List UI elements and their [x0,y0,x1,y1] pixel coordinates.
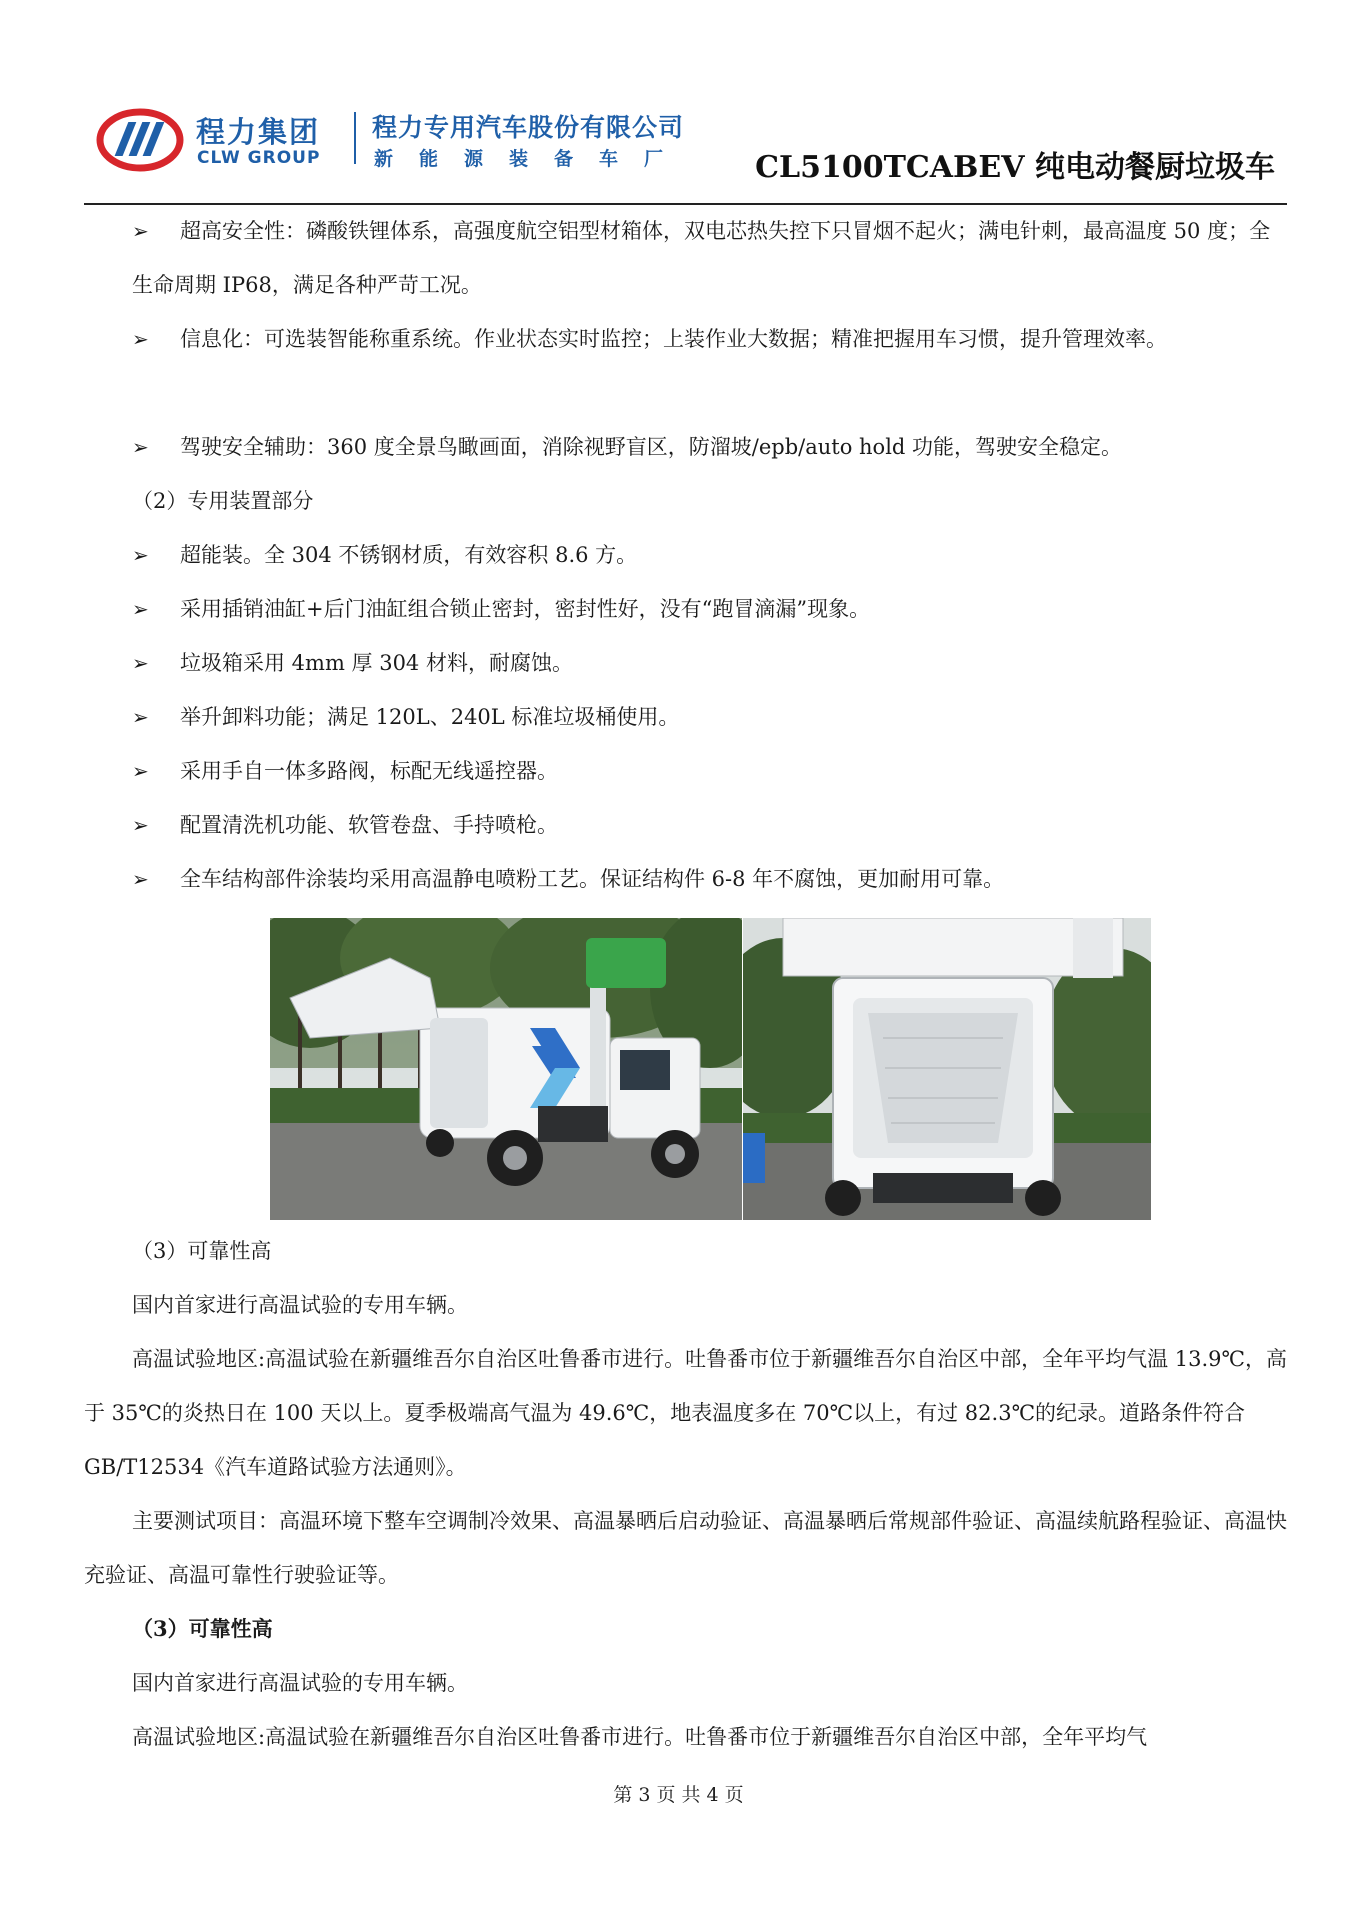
document-title: CL5100TCABEV 纯电动餐厨垃圾车 [755,150,1275,185]
reliability-intro: 国内首家进行高温试验的专用车辆。 [132,1293,468,1317]
bullet-arrow-icon: ➢ [132,219,149,243]
bullet-arrow-icon: ➢ [132,597,149,621]
bullet-text: 360 度全景鸟瞰画面，消除视野盲区，防溜坡/epb/auto hold 功能，驾驶安全稳定。 [327,435,1123,459]
page-number: 第 3 页 共 4 页 [613,1784,744,1806]
bullet-label: 超高安全性： [180,219,306,243]
reliability-intro-repeat: 国内首家进行高温试验的专用车辆。 [132,1671,468,1695]
reliability-test-location: 高温试验地区:高温试验在新疆维吾尔自治区吐鲁番市进行。吐鲁番市位于新疆维吾尔自治区中部，全年平均气温 13.9℃，高于 35℃的炎热日在 100 天以上。夏季极端高气温为 49.6℃，地表温度多在 70℃以上，有过 82.3℃的纪录。道路条件符合 GB/T12534《汽车道路试验方法通则》。 [84,1347,1287,1479]
bullet-label: 信息化： [180,327,264,351]
equipment-item: ➢ 全车结构部件涂装均采用高温静电喷粉工艺。保证结构件 6-8 年不腐蚀，更加耐用可靠。 [132,852,1287,906]
section-heading-equipment: （2）专用装置部分 [132,489,314,513]
equipment-item: ➢ 采用手自一体多路阀，标配无线遥控器。 [132,744,1287,798]
bullet-arrow-icon: ➢ [132,813,149,837]
truck-side-photo [270,918,742,1220]
group-name-cn: 程力集团 [196,115,321,149]
bullet-info [132,312,1287,366]
bullet-arrow-icon: ➢ [132,327,149,351]
company-subtitle: 新能源装备车厂 [374,148,690,170]
equipment-item: ➢ 采用插销油缸+后门油缸组合锁止密封，密封性好，没有“跑冒滴漏”现象。 [132,582,1287,636]
bullet-arrow-icon: ➢ [132,435,149,459]
equipment-item: ➢ 垃圾箱采用 4mm 厚 304 材料，耐腐蚀。 [132,636,1287,690]
bullet-safety [132,204,1287,312]
bullet-arrow-icon: ➢ [132,705,149,729]
reliability-test-items: 主要测试项目：高温环境下整车空调制冷效果、高温暴晒后启动验证、高温暴晒后常规部件验证、高温续航路程验证、高温快充验证、高温可靠性行驶验证等。 [84,1509,1287,1587]
company-logo [96,98,736,178]
bullet-arrow-icon: ➢ [132,759,149,783]
bullet-driving [132,420,1287,474]
logo-divider [354,112,356,164]
group-name-en: CLW GROUP [197,148,321,168]
bullet-arrow-icon: ➢ [132,867,149,891]
bullet-label: 驾驶安全辅助： [180,435,327,459]
bullet-text: 磷酸铁锂体系，高强度航空铝型材箱体，双电芯热失控下只冒烟不起火；满电针刺，最高温度 50 度；全生命周期 IP68，满足各种严苛工况。 [132,219,1271,297]
truck-rear-photo [743,918,1151,1220]
equipment-item: ➢ 配置清洗机功能、软管卷盘、手持喷枪。 [132,798,1287,852]
equipment-item: ➢ 超能装。全 304 不锈钢材质，有效容积 8.6 方。 [132,528,1287,582]
bullet-text: 可选装智能称重系统。作业状态实时监控；上装作业大数据；精准把握用车习惯，提升管理效率。 [264,327,1167,351]
section-heading-reliability-repeat: （3）可靠性高 [132,1616,273,1641]
section-heading-reliability: （3）可靠性高 [132,1239,272,1263]
reliability-test-location-repeat: 高温试验地区:高温试验在新疆维吾尔自治区吐鲁番市进行。吐鲁番市位于新疆维吾尔自治区中部，全年平均气 [132,1725,1148,1749]
clw-logo-icon [96,108,184,172]
bullet-arrow-icon: ➢ [132,543,149,567]
bullet-arrow-icon: ➢ [132,651,149,675]
company-name-cn: 程力专用汽车股份有限公司 [372,113,685,142]
equipment-item: ➢ 举升卸料功能；满足 120L、240L 标准垃圾桶使用。 [132,690,1287,744]
